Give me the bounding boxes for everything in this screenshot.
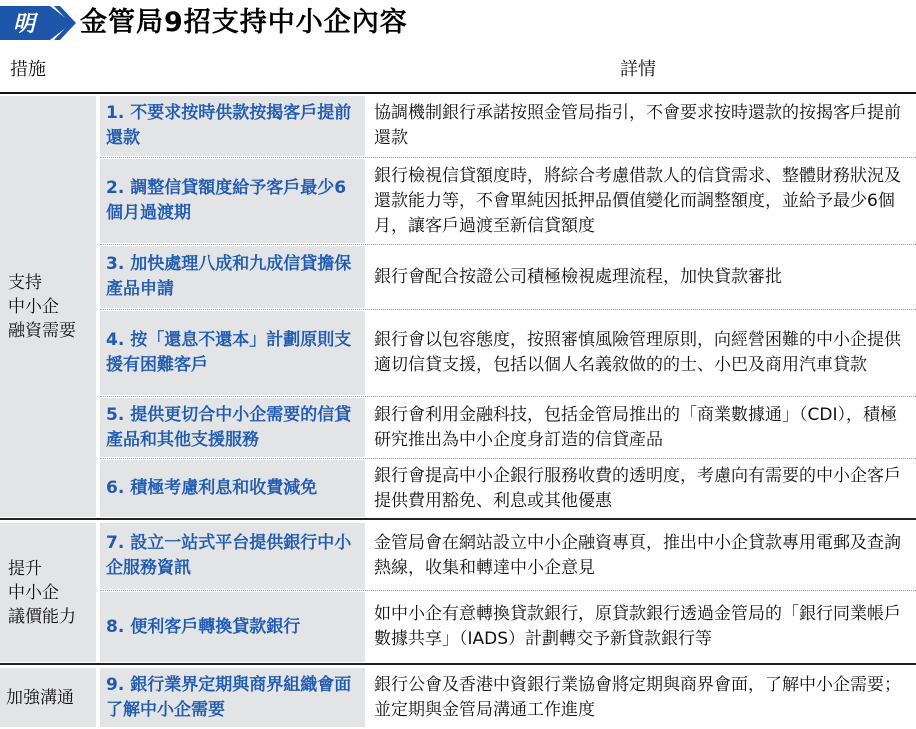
logo-text: 明 — [12, 11, 36, 37]
table-row — [100, 159, 916, 243]
table-row — [100, 311, 916, 395]
page-title: 金管局9招支持中小企內容 — [80, 7, 408, 38]
row-divider — [100, 309, 916, 310]
measure-cell: 9. 銀行業界定期與商界組織會面了解中小企需要 — [100, 668, 365, 727]
row-divider — [100, 157, 916, 158]
detail-cell: 金管局會在網站設立中小企融資專頁，推出中小企貸款專用電郵及查詢熱線，收集和轉達中小企意見 — [374, 533, 901, 578]
measure-cell: 5. 提供更切合中小企需要的信貸產品和其他支援服務 — [100, 398, 365, 457]
category-cell — [0, 523, 96, 662]
category-label: 提升 中小企 議價能力 — [8, 558, 76, 627]
header-divider — [0, 92, 916, 94]
column-header-details: 詳情 — [620, 59, 656, 80]
detail-cell: 協調機制銀行承諾按照金管局指引，不會要求按時還款的按揭客戶提前還款 — [374, 103, 901, 148]
table-row — [100, 668, 916, 727]
measure-cell: 7. 設立一站式平台提供銀行中小企服務資訊 — [100, 523, 365, 589]
table-row — [100, 246, 916, 308]
category-label: 加強溝通 — [6, 687, 74, 708]
group-divider — [0, 663, 916, 665]
table-row — [100, 592, 916, 662]
measure-cell: 1. 不要求按時供款按揭客戶提前還款 — [100, 96, 365, 156]
detail-cell: 銀行公會及香港中資銀行業協會將定期與商界會面，了解中小企需要；並定期與金管局溝通工作進度 — [374, 674, 901, 720]
table-row — [100, 398, 916, 457]
row-divider — [100, 458, 916, 459]
detail-cell: 銀行會配合按證公司積極檢視處理流程，加快貸款審批 — [374, 266, 782, 287]
row-divider — [100, 244, 916, 245]
category-cell — [0, 96, 96, 517]
group-divider — [0, 518, 916, 520]
measure-cell: 8. 便利客戶轉換貸款銀行 — [100, 592, 365, 662]
detail-cell: 銀行檢視信貸額度時，將綜合考慮借款人的信貸需求、整體財務狀況及還款能力等，不會單純因抵押品價值變化而調整額度，並給予最少6個月，讓客戶過渡至新信貸額度 — [374, 165, 901, 236]
category-cell — [0, 668, 96, 727]
measure-cell: 2. 調整信貸額度給予客戶最少6個月過渡期 — [100, 159, 365, 243]
header-bar — [0, 0, 916, 46]
logo — [0, 0, 76, 46]
detail-cell: 如中小企有意轉換貸款銀行，原貸款銀行透過金管局的「銀行同業帳戶數據共享」（IADS）計劃轉交予新貸款銀行等 — [374, 604, 901, 649]
column-header-measures: 措施 — [10, 59, 46, 80]
row-divider — [100, 396, 916, 397]
detail-cell: 銀行會提高中小企銀行服務收費的透明度，考慮向有需要的中小企客戶提供費用豁免、利息或其他優惠 — [374, 465, 901, 511]
detail-cell: 銀行會以包容態度，按照審慎風險管理原則，向經營困難的中小企提供適切信貸支援，包括以個人名義敘做的的士、小巴及商用汽車貸款 — [374, 330, 901, 375]
detail-cell: 銀行會利用金融科技，包括金管局推出的「商業數據通」（CDI），積極研究推出為中小企度身訂造的信貸產品 — [374, 404, 897, 450]
row-divider — [100, 590, 916, 591]
table-row — [100, 460, 916, 517]
measure-cell: 4. 按「還息不還本」計劃原則支援有困難客戶 — [100, 311, 365, 395]
measure-cell: 6. 積極考慮利息和收費減免 — [100, 460, 365, 517]
table-row — [100, 96, 916, 156]
table-row — [100, 523, 916, 589]
measure-cell: 3. 加快處理八成和九成信貸擔保產品申請 — [100, 246, 365, 308]
category-label: 支持 中小企 融資需要 — [8, 272, 76, 341]
